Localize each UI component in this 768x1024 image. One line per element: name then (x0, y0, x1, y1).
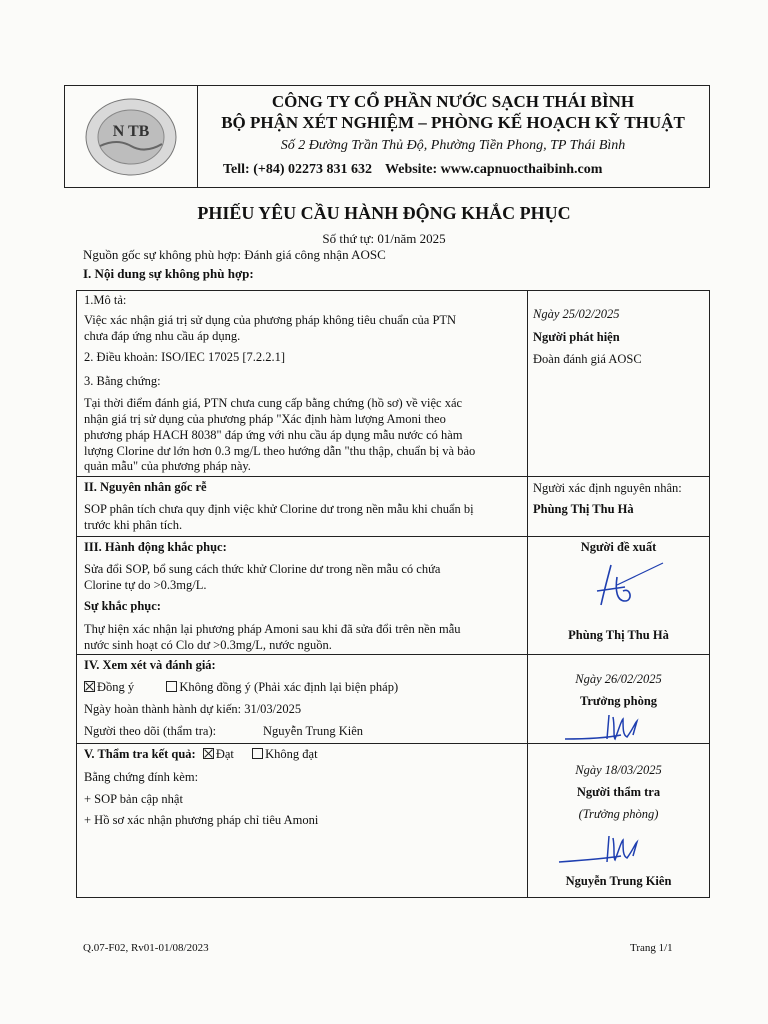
reviewer-role: Trưởng phòng (579, 694, 658, 708)
fix-heading: Sự khắc phục: (84, 599, 161, 613)
attachment-item: + SOP bản cập nhật (84, 792, 183, 806)
verifier-name: Nguyễn Trung Kiên (565, 874, 672, 888)
company-logo (65, 86, 198, 187)
fix-line: Thự hiện xác nhận lại phương pháp Amoni sau khi đã sửa đổi trên nền mẫu (84, 622, 461, 636)
attachment-item: + Hồ sơ xác nhận phương pháp chỉ tiêu Amoni (84, 813, 319, 827)
detector-name: Đoàn đánh giá AOSC (533, 352, 642, 366)
fail-checkbox[interactable] (252, 748, 263, 759)
evidence-label: 3. Bằng chứng: (84, 374, 161, 388)
description-line: chưa đáp ứng nhu cầu áp dụng. (84, 329, 241, 343)
section-3-heading: III. Hành động khắc phục: (84, 540, 227, 554)
agree-checkbox[interactable] (84, 681, 95, 692)
evidence-line: nhận giá trị sử dụng của phương pháp "Xác định hàm lượng Amoni theo (84, 412, 446, 426)
detector-role: Người phát hiện (533, 330, 620, 344)
evidence-line: lượng Clorine dư lớn hơn 0.3 mg/L theo hướng dẫn "thu thập, chuẩn bị và bảo (84, 444, 476, 458)
verifier-signature (557, 828, 677, 868)
verifier-role-subtitle: (Trưởng phòng) (578, 807, 659, 821)
evidence-line: quản mẫu" của phương pháp này. (84, 459, 251, 473)
fix-line: nước sinh hoạt có Clo dư >0.3mg/L, nước nguồn. (84, 638, 332, 652)
pass-label: Đạt (215, 747, 234, 761)
section-1-heading: I. Nội dung sự không phù hợp: (83, 266, 254, 281)
action-line: Clorine tự do >0.3mg/L. (84, 578, 207, 592)
detection-date: Ngày 25/02/2025 (533, 307, 620, 321)
corrective-action-table (76, 290, 710, 898)
follower-name: Nguyễn Trung Kiên (263, 724, 364, 738)
evidence-line: phương pháp HACH 8038" đáp ứng với nhu cầu áp dụng mẫu nước có hàm (84, 428, 463, 442)
company-address: Số 2 Đường Trần Thủ Độ, Phường Tiền Phong, TP Thái Bình (280, 138, 626, 153)
description-line: Việc xác nhận giá trị sử dụng của phương pháp không tiêu chuẩn của PTN (84, 313, 457, 327)
section-4-heading: IV. Xem xét và đánh giá: (84, 658, 216, 672)
department-name: BỘ PHẬN XÉT NGHIỆM – PHÒNG KẾ HOẠCH KỸ THUẬT (221, 113, 685, 132)
verifier-role: Người thẩm tra (576, 785, 661, 799)
row-divider (77, 476, 709, 477)
reviewer-signature (563, 709, 673, 745)
section-2-heading: II. Nguyên nhân gốc rễ (84, 480, 207, 494)
root-cause-role: Người xác định nguyên nhân: (533, 481, 682, 495)
action-line: Sửa đổi SOP, bổ sung cách thức khử Clorine dư trong nền mẫu có chứa (84, 562, 441, 576)
root-cause-line: SOP phân tích chưa quy định việc khử Clorine dư trong nền mẫu khi chuẩn bị (84, 502, 474, 516)
nonconformity-origin: Nguồn gốc sự không phù hợp: Đánh giá công nhận AOSC (83, 247, 386, 262)
proposer-signature (587, 557, 667, 617)
root-cause-person: Phùng Thị Thu Hà (533, 502, 634, 516)
serial-number: Số thứ tự: 01/năm 2025 (322, 231, 446, 246)
row-divider (77, 654, 709, 655)
expected-completion: Ngày hoàn thành hành dự kiến: 31/03/2025 (84, 702, 302, 716)
proposer-role: Người đề xuất (580, 540, 657, 554)
form-code: Q.07-F02, Rv01-01/08/2023 (83, 942, 209, 954)
clause: 2. Điều khoản: ISO/IEC 17025 [7.2.2.1] (84, 350, 286, 364)
root-cause-line: trước khi phân tích. (84, 518, 183, 532)
fail-label: Không đạt (265, 747, 318, 761)
letterhead (64, 85, 710, 188)
description-label: 1.Mô tả: (84, 293, 127, 307)
review-date: Ngày 26/02/2025 (575, 672, 662, 686)
document-title: PHIẾU YÊU CẦU HÀNH ĐỘNG KHẮC PHỤC (197, 203, 571, 223)
company-phone: Tell: (+84) 02273 831 632 (223, 162, 373, 177)
verification-row (84, 746, 318, 762)
proposer-name: Phùng Thị Thu Hà (568, 628, 669, 642)
row-divider (77, 536, 709, 537)
disagree-label: Không đồng ý (Phải xác định lại biện pháp) (179, 680, 399, 694)
pass-checkbox[interactable] (203, 748, 214, 759)
review-options (84, 679, 398, 695)
disagree-checkbox[interactable] (166, 681, 177, 692)
logo-monogram: N TB (112, 123, 150, 140)
agree-label: Đồng ý (97, 680, 135, 694)
evidence-line: Tại thời điểm đánh giá, PTN chưa cung cấp bằng chứng (hồ sơ) về việc xác (84, 396, 463, 410)
page-number: Trang 1/1 (630, 942, 673, 954)
verification-date: Ngày 18/03/2025 (575, 763, 662, 777)
company-name: CÔNG TY CỔ PHẦN NƯỚC SẠCH THÁI BÌNH (271, 92, 635, 111)
attachments-label: Bằng chứng đính kèm: (84, 770, 199, 784)
follower-label: Người theo dõi (thẩm tra): (84, 724, 217, 738)
company-website: Website: www.capnuocthaibinh.com (385, 162, 603, 177)
section-5-heading: V. Thẩm tra kết quả: (84, 747, 196, 761)
